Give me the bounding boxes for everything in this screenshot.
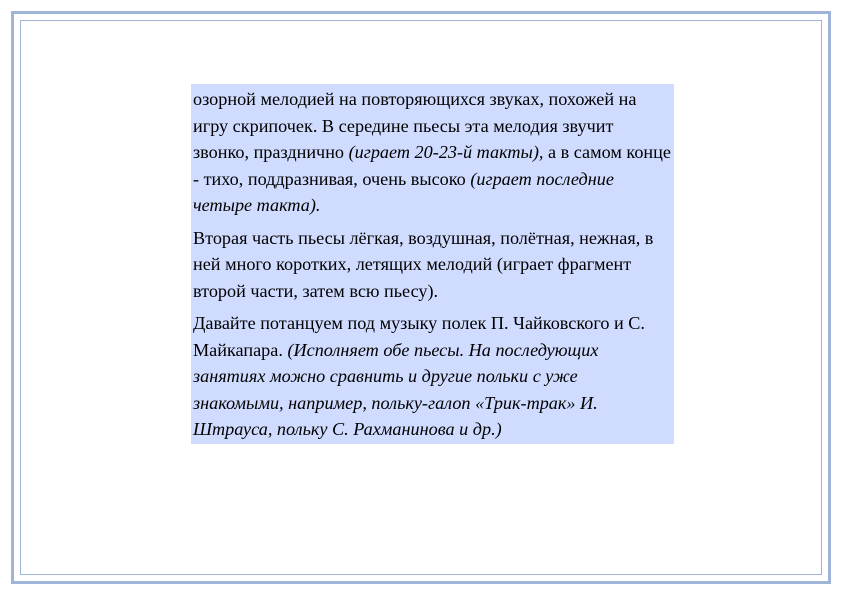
paragraph-1-italic-note-2: (играет последние четыре такта).	[193, 168, 614, 215]
text-block	[191, 84, 674, 444]
paragraph-1	[193, 86, 672, 219]
paragraph-1-text: озорной мелодией на повторяющихся звуках, похожей на игру скрипочек. В середине пьесы эта мелодия звучит звонко, празднично	[193, 89, 637, 162]
paragraph-2-text: Вторая часть пьесы лёгкая, воздушная, полётная, нежная, в ней много коротких, летящих мелодий (играет фрагмент второй части, затем всю пьесу).	[193, 227, 654, 301]
paragraph-1-text-continued: а в самом конце - тихо, поддразнивая, очень высоко	[193, 142, 671, 189]
paragraph-2	[193, 225, 672, 305]
paragraph-1-italic-note-1: (играет 20-23-й такты),	[348, 142, 544, 162]
paragraph-3-text: Давайте потанцуем под музыку полек П. Чайковского и С. Майкапара.	[193, 313, 645, 360]
paragraph-3	[193, 310, 672, 443]
paragraph-3-italic-note: (Исполняет обе пьесы. На последующих занятиях можно сравнить и другие польки с уже знакомыми, например, польку-галоп «Трик-трак» И. Штрауса, польку С. Рахманинова и др.)	[193, 339, 599, 439]
